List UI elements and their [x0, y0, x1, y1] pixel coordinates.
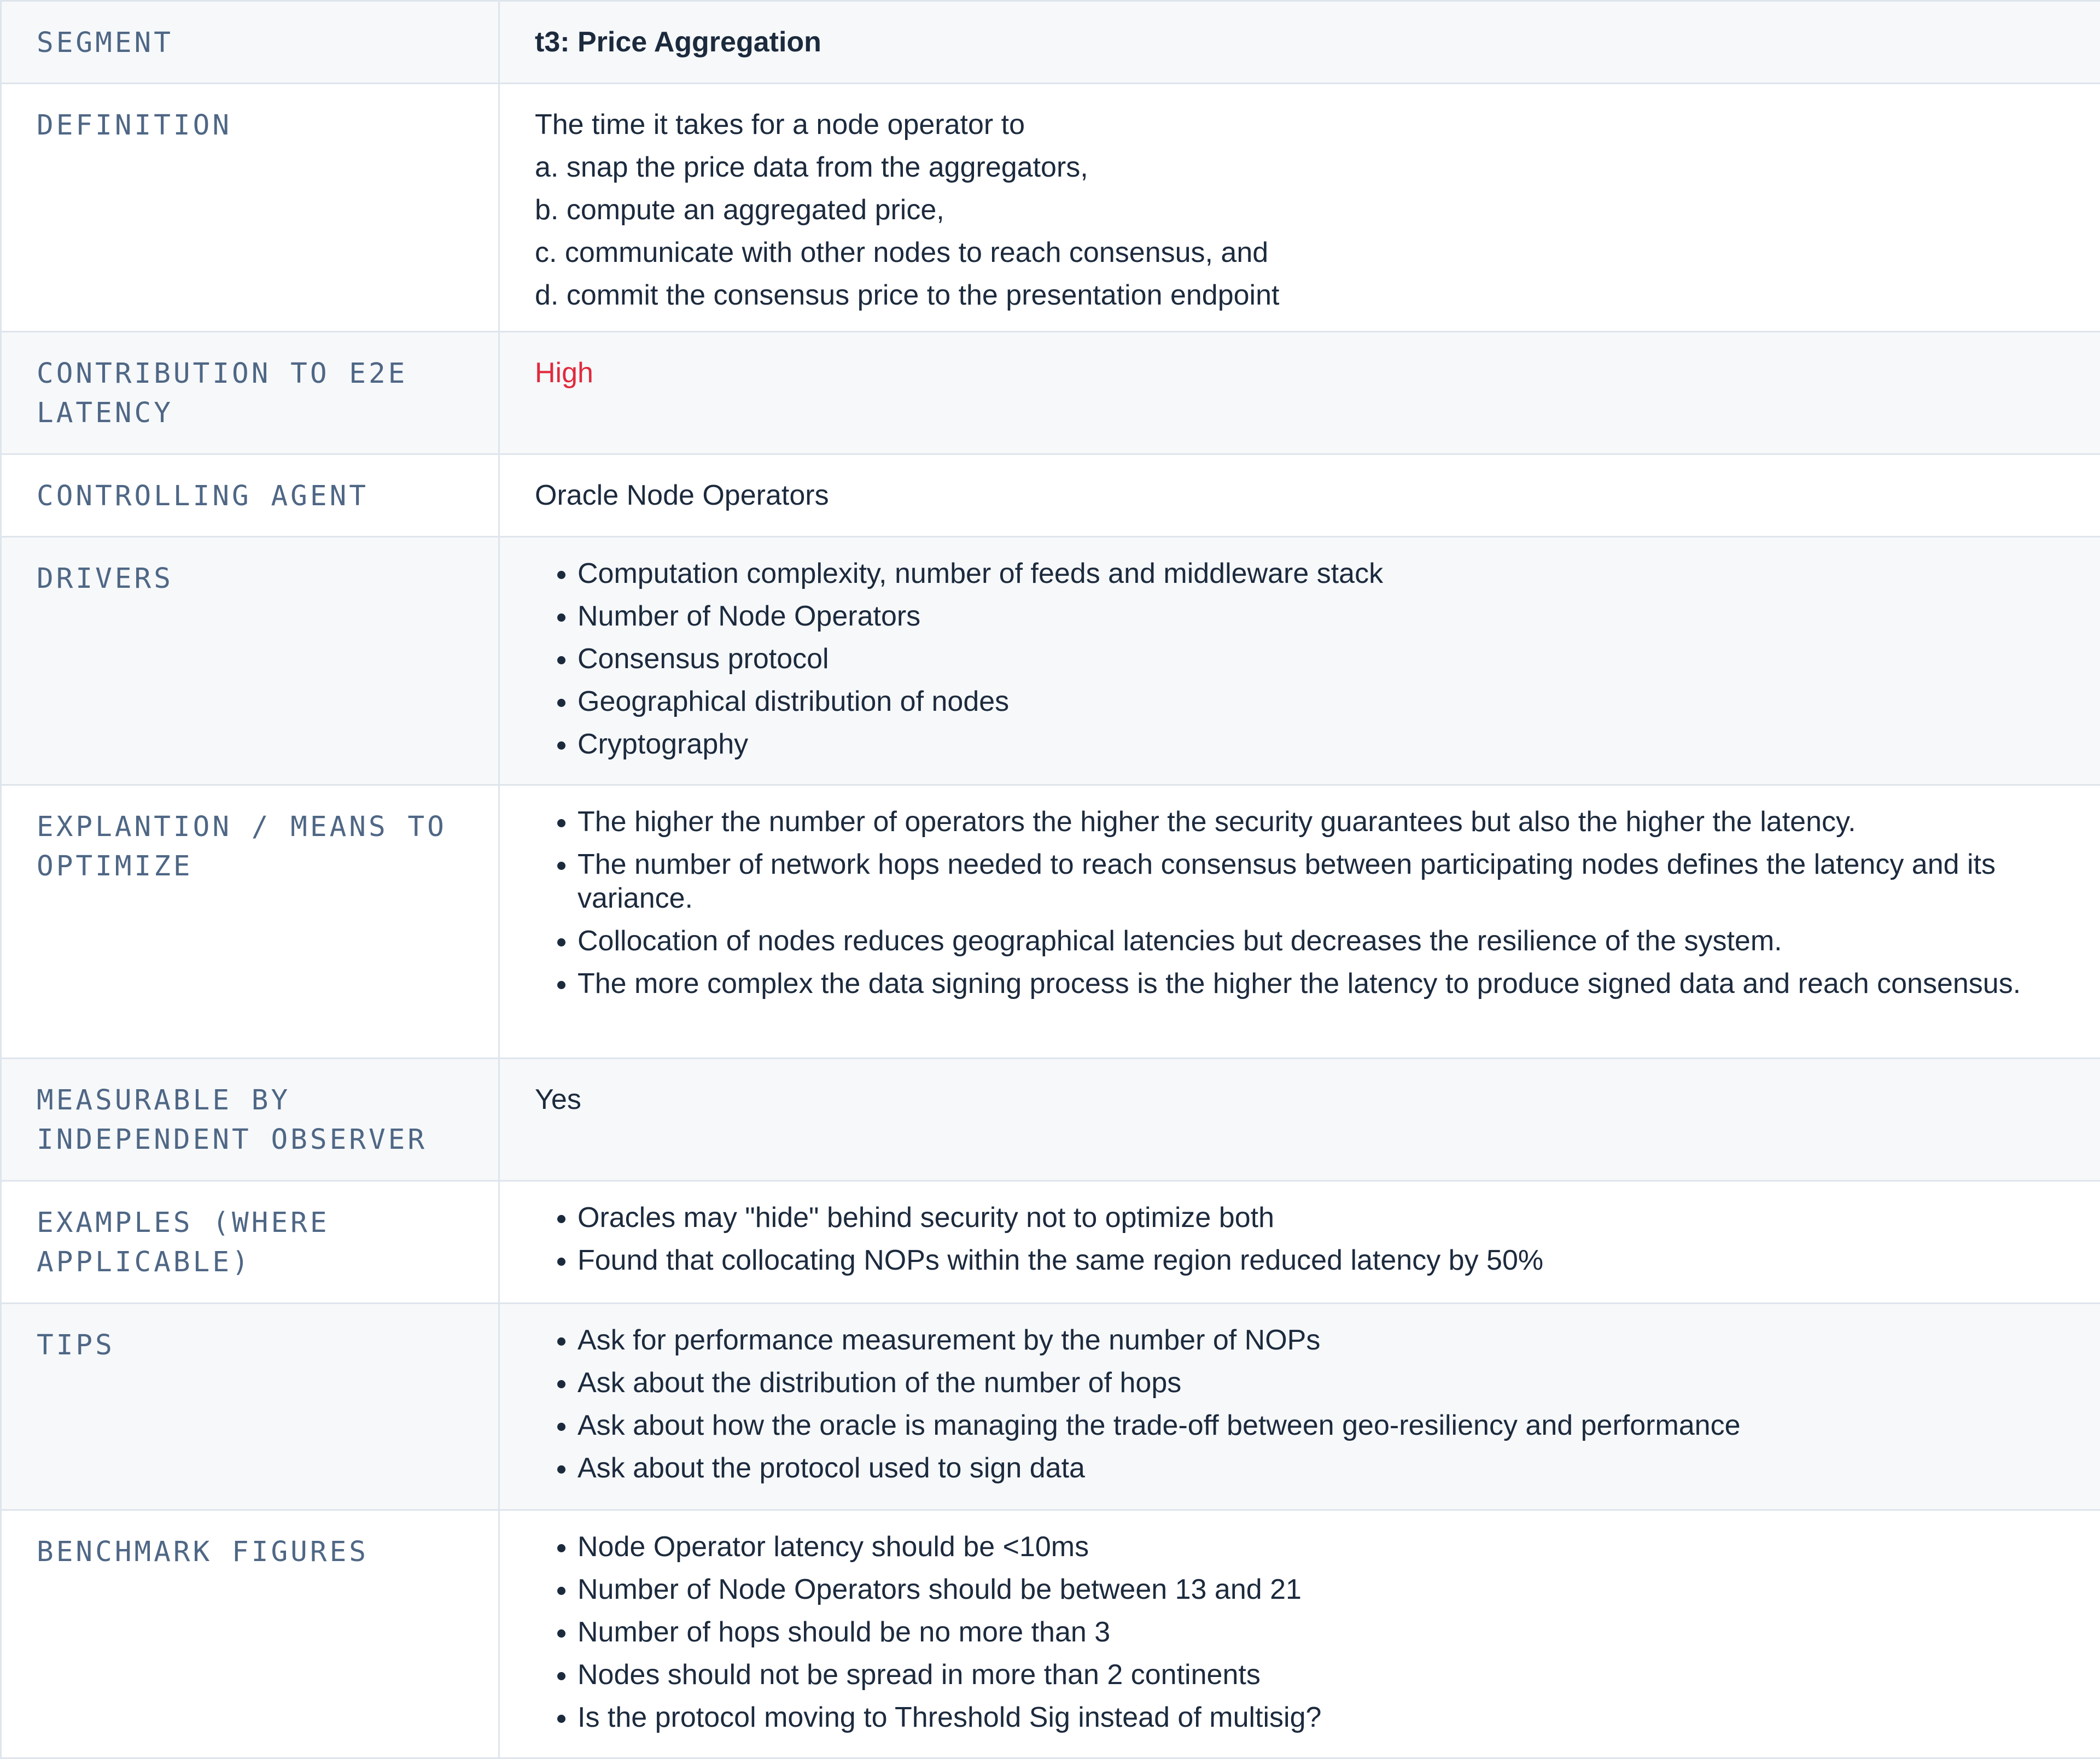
- contribution-value: High: [535, 357, 593, 389]
- contribution-label: CONTRIBUTION TO E2E LATENCY: [1, 332, 499, 454]
- benchmark-label: BENCHMARK FIGURES: [1, 1510, 499, 1758]
- list-item: • Found that collocating NOPs within the same region reduced latency by 50%: [578, 1243, 2065, 1286]
- list-item: • Geographical distribution of nodes: [578, 685, 2065, 727]
- explanation-list: [535, 805, 2065, 1009]
- segment-title: t3: Price Aggregation: [535, 26, 821, 58]
- drivers-list: [535, 557, 2065, 770]
- list-item: • Ask about how the oracle is managing the trade-off between geo-resiliency and performance: [578, 1409, 2065, 1451]
- list-item: • Consensus protocol: [578, 642, 2065, 685]
- contribution-row: [1, 332, 2100, 454]
- list-item: • The higher the number of operators the higher the security guarantees but also the higher the latency.: [578, 805, 2065, 848]
- benchmark-value-cell: [499, 1510, 2100, 1758]
- list-item: • Cryptography: [578, 727, 2065, 770]
- list-item: • Number of Node Operators: [578, 599, 2065, 642]
- examples-label: EXAMPLES (WHERE APPLICABLE): [1, 1181, 499, 1304]
- list-item: • Number of hops should be no more than 3: [578, 1615, 2065, 1658]
- benchmark-list: [535, 1530, 2065, 1743]
- list-item: • Ask for performance measurement by the number of NOPs: [578, 1323, 2065, 1366]
- tips-value-cell: [499, 1304, 2100, 1510]
- measurable-row: [1, 1059, 2100, 1181]
- measurable-value: Yes: [499, 1059, 2100, 1181]
- list-item: • Ask about the protocol used to sign data: [578, 1451, 2065, 1494]
- definition-line: c. communicate with other nodes to reach consensus, and: [535, 231, 2065, 274]
- explanation-value-cell: [499, 785, 2100, 1059]
- list-item: • Collocation of nodes reduces geographical latencies but decreases the resilience of the system.: [578, 924, 2065, 967]
- drivers-value-cell: [499, 537, 2100, 785]
- list-item: • Is the protocol moving to Threshold Sig instead of multisig?: [578, 1700, 2065, 1743]
- drivers-row: [1, 537, 2100, 785]
- definition-value-cell: [499, 84, 2100, 332]
- definition-line: a. snap the price data from the aggregators,: [535, 146, 2065, 189]
- controlling-agent-value: Oracle Node Operators: [499, 454, 2100, 537]
- drivers-label: DRIVERS: [1, 537, 499, 785]
- tips-label: TIPS: [1, 1304, 499, 1510]
- segment-value-cell: [499, 1, 2100, 84]
- definition-line: d. commit the consensus price to the presentation endpoint: [535, 274, 2065, 317]
- tips-row: [1, 1304, 2100, 1510]
- list-item: • Ask about the distribution of the number of hops: [578, 1366, 2065, 1409]
- list-item: • Computation complexity, number of feeds and middleware stack: [578, 557, 2065, 599]
- examples-row: [1, 1181, 2100, 1304]
- list-item: • Node Operator latency should be <10ms: [578, 1530, 2065, 1573]
- definition-line: The time it takes for a node operator to: [535, 103, 2065, 146]
- contribution-value-cell: [499, 332, 2100, 454]
- list-item: • Nodes should not be spread in more than 2 continents: [578, 1658, 2065, 1700]
- segment-label: SEGMENT: [1, 1, 499, 84]
- list-item: • Oracles may "hide" behind security not to optimize both: [578, 1201, 2065, 1243]
- list-item: • The more complex the data signing process is the higher the latency to produce signed data and reach consensus.: [578, 967, 2065, 1009]
- list-item: • Number of Node Operators should be between 13 and 21: [578, 1573, 2065, 1615]
- benchmark-row: [1, 1510, 2100, 1758]
- definition-line: b. compute an aggregated price,: [535, 189, 2065, 231]
- explanation-label: EXPLANTION / MEANS TO OPTIMIZE: [1, 785, 499, 1059]
- definition-row: [1, 84, 2100, 332]
- examples-value-cell: [499, 1181, 2100, 1304]
- controlling-agent-label: CONTROLLING AGENT: [1, 454, 499, 537]
- definition-label: DEFINITION: [1, 84, 499, 332]
- tips-list: [535, 1323, 2065, 1494]
- controlling-agent-row: [1, 454, 2100, 537]
- list-item: • The number of network hops needed to reach consensus between participating nodes defines the latency and its variance.: [578, 848, 2065, 924]
- measurable-label: MEASURABLE BY INDEPENDENT OBSERVER: [1, 1059, 499, 1181]
- examples-list: [535, 1201, 2065, 1286]
- explanation-row: [1, 785, 2100, 1059]
- segment-row: [1, 1, 2100, 84]
